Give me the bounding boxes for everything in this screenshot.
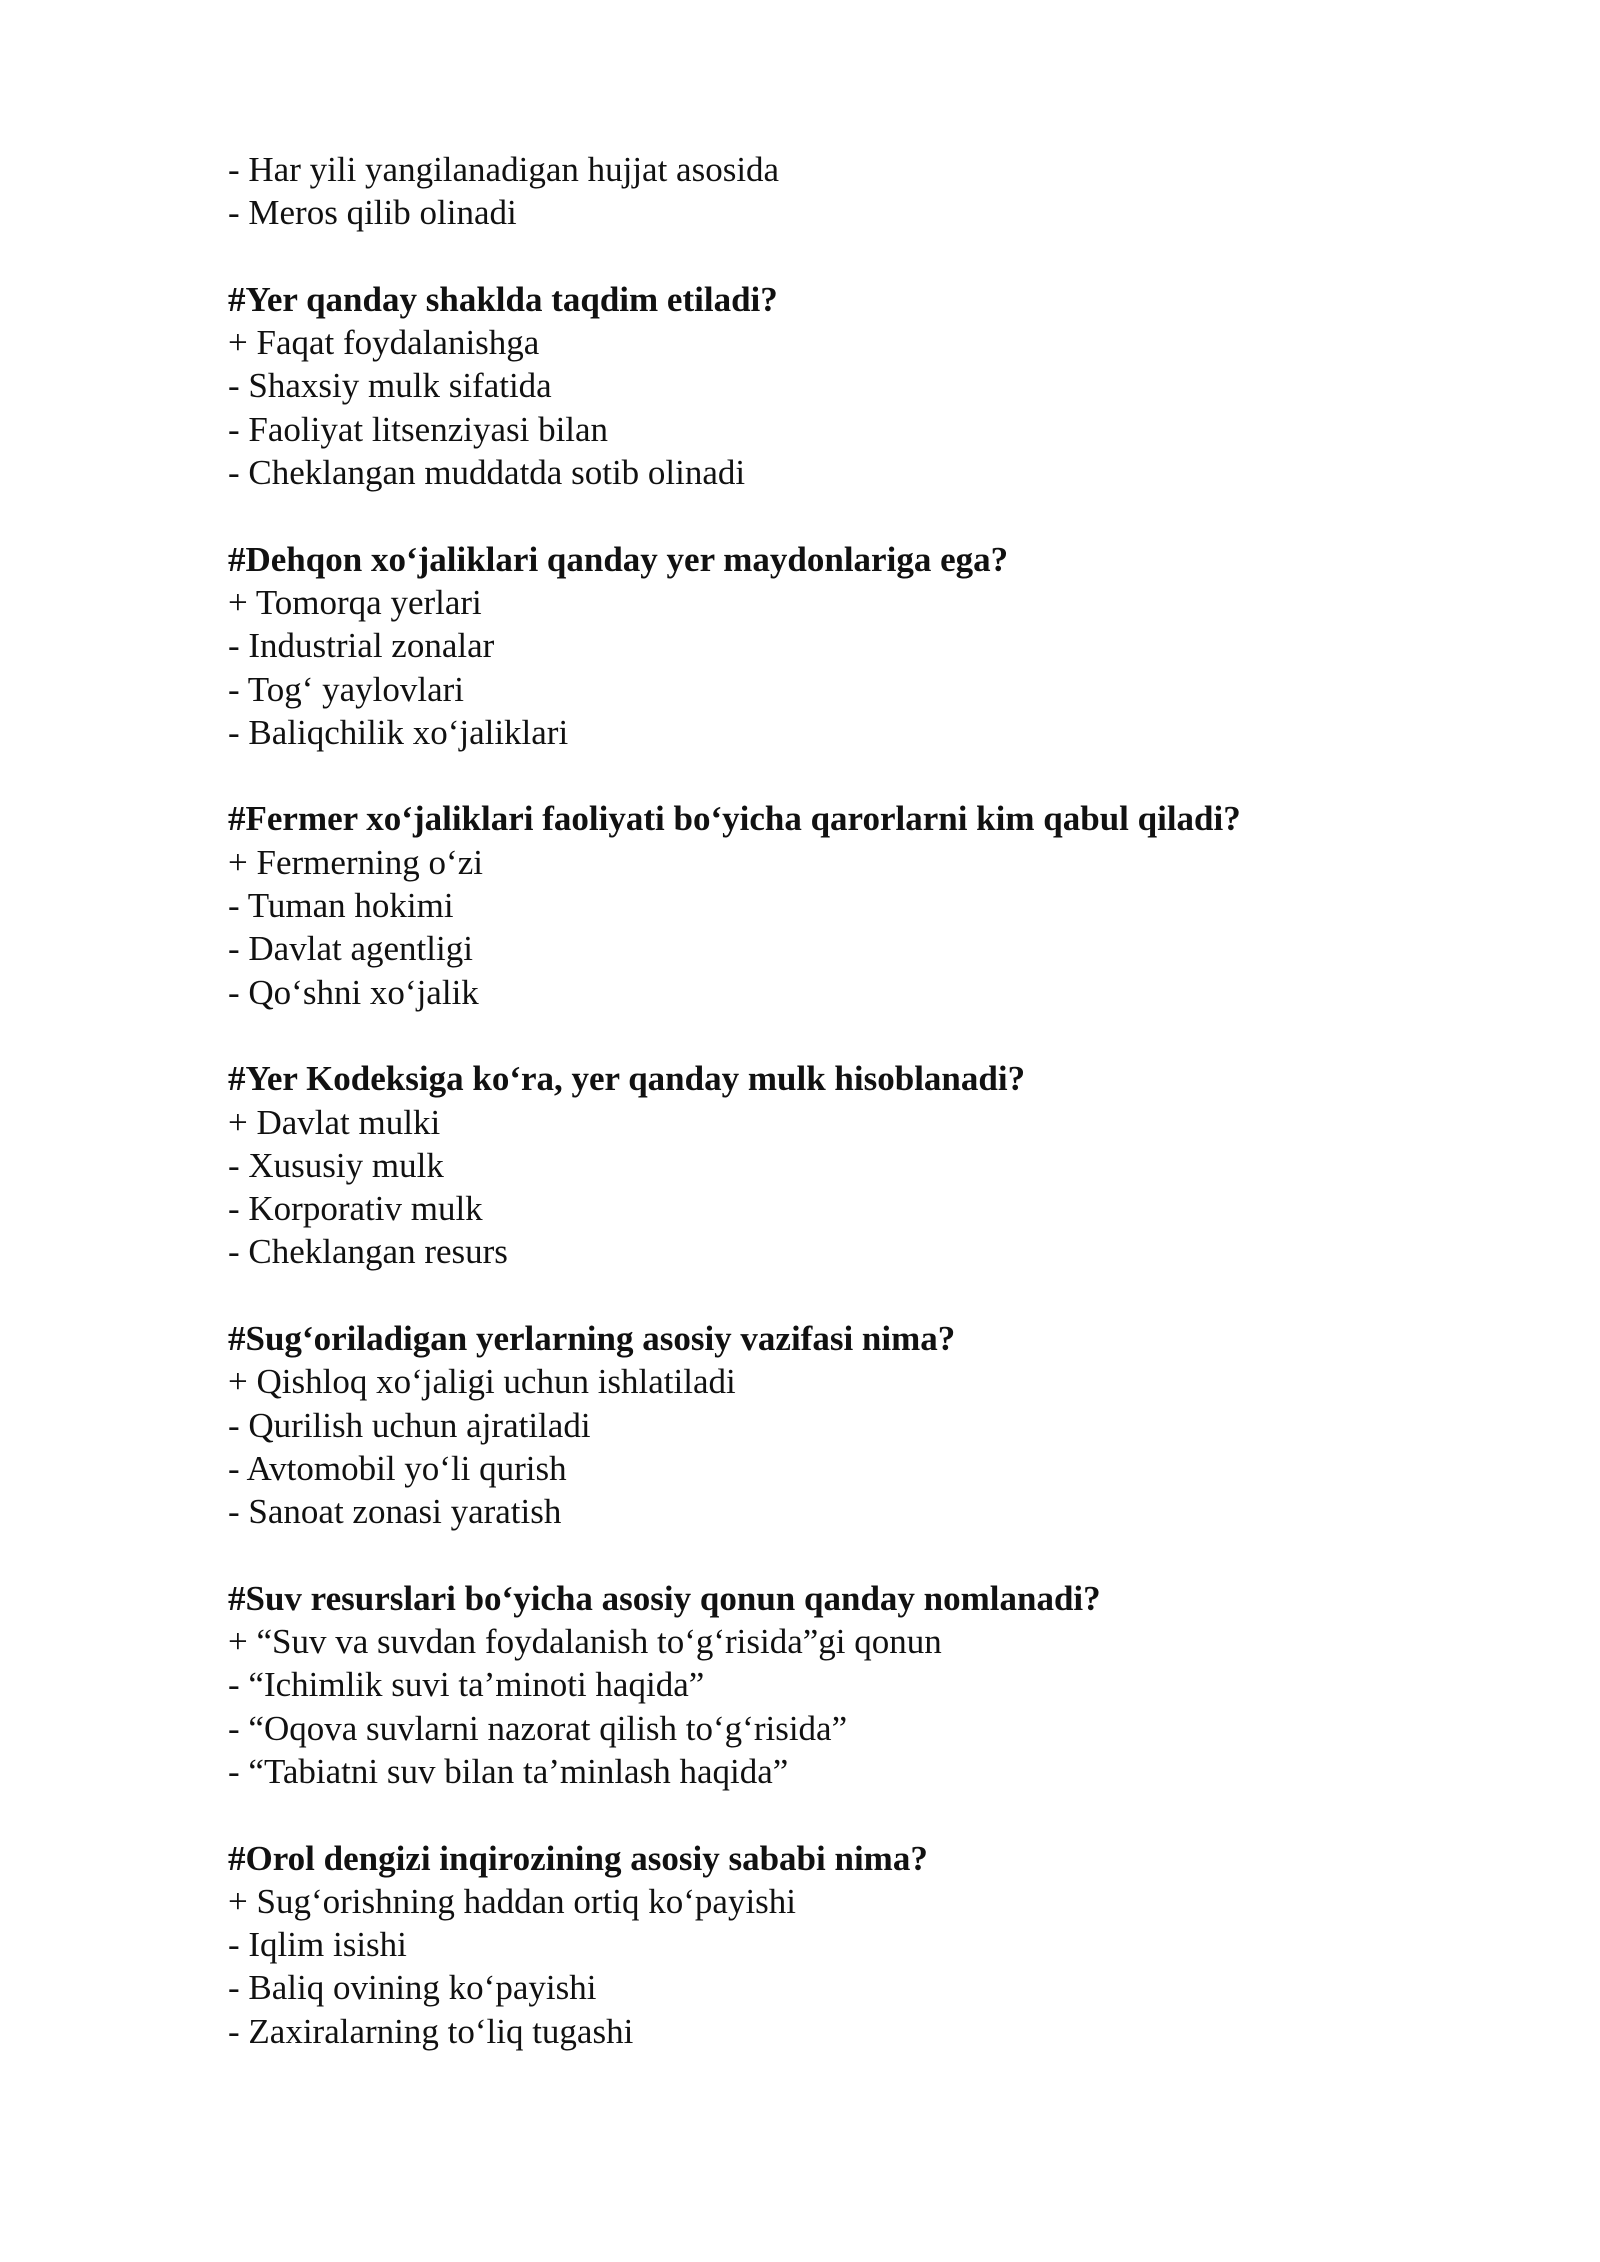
option-line: - “Tabiatni suv bilan ta’minlash haqida” [228, 1751, 789, 1791]
option-line: - Baliqchilik xo‘jaliklari [228, 712, 569, 752]
question-heading: #Yer Kodeksiga ko‘ra, yer qanday mulk hisoblanadi? [228, 1059, 1026, 1099]
option-line: - “Oqova suvlarni nazorat qilish to‘g‘risida” [228, 1708, 848, 1748]
spacer [228, 235, 1488, 278]
option-line: + “Suv va suvdan foydalanish to‘g‘risida”gi qonun [228, 1622, 942, 1662]
option-line: - Tog‘ yaylovlari [228, 669, 465, 709]
question-block [228, 1577, 1488, 1793]
option-line: - “Ichimlik suvi ta’minoti haqida” [228, 1665, 705, 1705]
spacer [228, 1793, 1488, 1836]
question-block [228, 278, 1488, 494]
question-heading: #Fermer xo‘jaliklari faoliyati bo‘yicha qarorlarni kim qabul qiladi? [228, 799, 1241, 839]
option-line: - Korporativ mulk [228, 1189, 483, 1229]
option-line: - Faoliyat litsenziyasi bilan [228, 409, 609, 449]
question-heading: #Yer qanday shaklda taqdim etiladi? [228, 279, 778, 319]
option-line: - Meros qilib olinadi [228, 193, 517, 233]
spacer [228, 1014, 1488, 1057]
question-block [228, 797, 1488, 1013]
option-line: - Avtomobil yo‘li qurish [228, 1448, 567, 1488]
option-line: - Davlat agentligi [228, 929, 473, 969]
question-heading: #Orol dengizi inqirozining asosiy sababi nima? [228, 1838, 928, 1878]
option-line: - Tuman hokimi [228, 886, 454, 926]
option-line: - Qo‘shni xo‘jalik [228, 972, 479, 1012]
question-block [228, 1837, 1488, 2053]
option-line: + Sug‘orishning haddan ortiq ko‘payishi [228, 1881, 797, 1921]
spacer [228, 1274, 1488, 1317]
question-block [228, 538, 1488, 754]
option-line: + Faqat foydalanishga [228, 323, 540, 363]
option-line: - Har yili yangilanadigan hujjat asosida [228, 150, 780, 189]
option-line: + Qishloq xo‘jaligi uchun ishlatiladi [228, 1362, 736, 1402]
option-line: - Sanoat zonasi yaratish [228, 1492, 562, 1532]
option-line: + Davlat mulki [228, 1102, 441, 1142]
option-line: - Zaxiralarning to‘liq tugashi [228, 2011, 634, 2051]
spacer [228, 494, 1488, 537]
question-heading: #Sug‘oriladigan yerlarning asosiy vazifasi nima? [228, 1319, 956, 1359]
question-block [228, 1317, 1488, 1533]
spacer [228, 754, 1488, 797]
option-line: - Qurilish uchun ajratiladi [228, 1405, 591, 1445]
option-line: - Cheklangan muddatda sotib olinadi [228, 453, 746, 493]
document-page [228, 148, 1488, 2053]
option-line: - Industrial zonalar [228, 626, 495, 666]
option-line: + Tomorqa yerlari [228, 582, 482, 622]
option-line: - Cheklangan resurs [228, 1232, 508, 1272]
question-heading: #Suv resurslari bo‘yicha asosiy qonun qanday nomlanadi? [228, 1578, 1101, 1618]
question-block [228, 1057, 1488, 1273]
option-line: - Xususiy mulk [228, 1145, 444, 1185]
question-heading: #Dehqon xo‘jaliklari qanday yer maydonlariga ega? [228, 539, 1009, 579]
option-line: - Iqlim isishi [228, 1925, 407, 1965]
option-line: - Baliq ovining ko‘payishi [228, 1968, 597, 2008]
spacer [228, 1534, 1488, 1577]
option-line: + Fermerning o‘zi [228, 842, 483, 882]
option-line: - Shaxsiy mulk sifatida [228, 366, 552, 406]
